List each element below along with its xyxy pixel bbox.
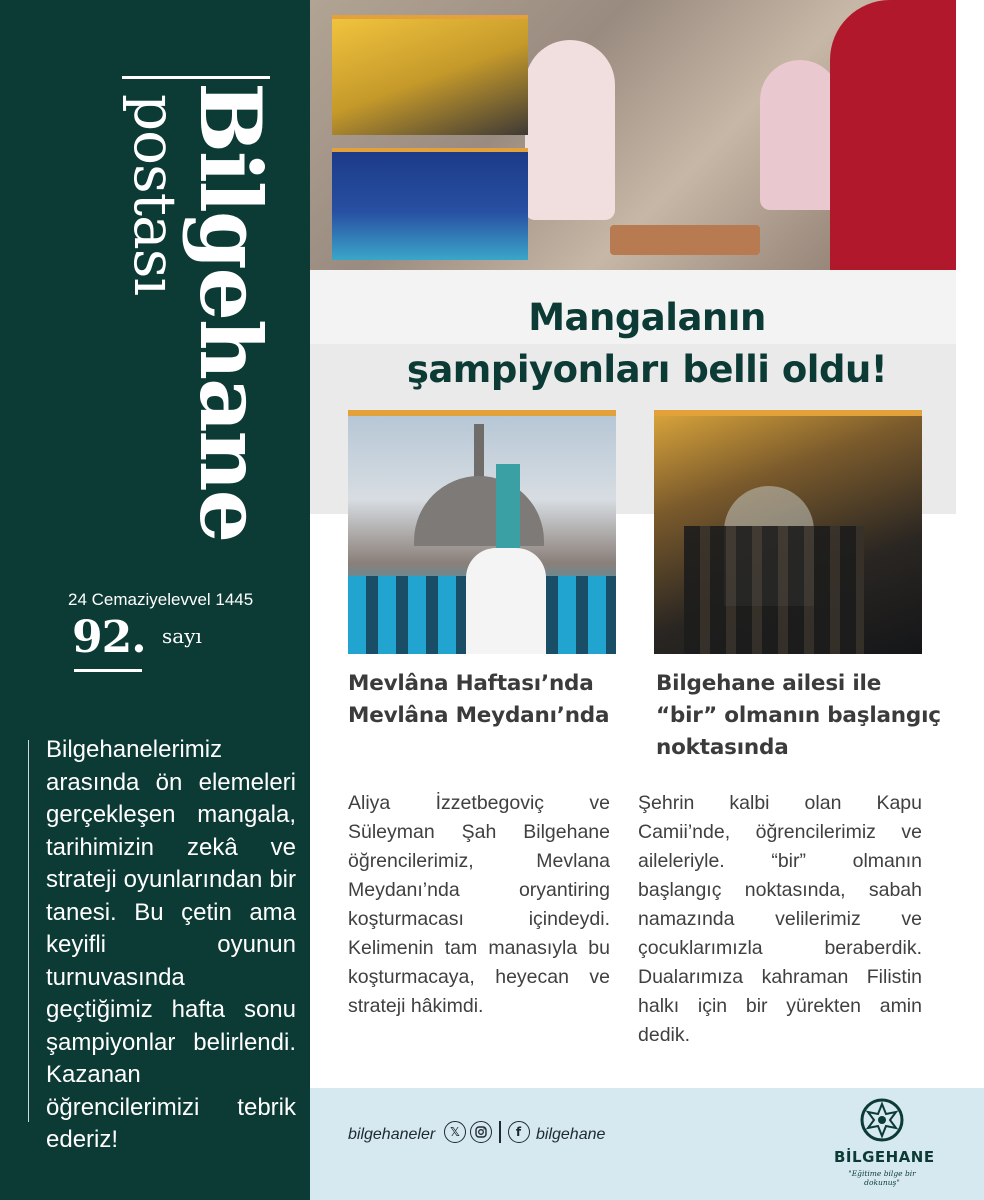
social-handle: bilgehaneler — [348, 1126, 436, 1143]
logo-name: BİLGEHANE — [834, 1148, 935, 1166]
article-photo-mosque — [654, 410, 922, 654]
masthead-subtitle: postası — [121, 94, 189, 296]
footer — [310, 1088, 984, 1200]
divider — [499, 1121, 501, 1143]
social-handle: bilgehane — [536, 1126, 606, 1143]
headline — [310, 292, 984, 396]
issue-number: 92. — [72, 612, 146, 663]
article-body: Aliya İzzetbegoviç ve Süleyman Şah Bilgehane öğrencilerimiz, Mevlana Meydanı’nda oryantiring koşturmacası içindeydi. Kelimenin tam manasıyla bu koşturmacaya, heyecan ve strateji hâkimdi. — [348, 792, 610, 1017]
headline-line-1: Mangalanın — [528, 296, 766, 339]
intro-text: Bilgehanelerimiz arasında ön elemeleri gerçekleşen mangala, tarihimizin zekâ ve strateji oyunlarından bir tanesi. Bu çetin ama keyifli oyunun turnuvasında geçtiğimiz hafta sonu şampiyonlar belirlendi. Kazanan öğrencilerimizi tebrik ederiz! — [46, 736, 296, 1153]
logo-mark-icon — [860, 1098, 904, 1142]
headline-line-2: şampiyonları belli oldu! — [406, 348, 888, 391]
masthead-title: Bilgehane — [181, 82, 280, 542]
mangala-board — [610, 225, 760, 255]
instagram-icon[interactable] — [470, 1121, 492, 1143]
main-content — [310, 0, 984, 1200]
sidebar — [0, 0, 310, 1200]
hero-inset-photo-winners — [332, 148, 528, 260]
masthead-rotated — [121, 82, 280, 542]
social-icons — [444, 1121, 530, 1143]
hero-photo — [310, 0, 956, 270]
issue-date: 24 Cemaziyelevvel 1445 — [68, 590, 254, 609]
x-icon[interactable]: 𝕏 — [444, 1121, 466, 1143]
article-title: Bilgehane ailesi ile “bir” olmanın başlangıç noktasında — [656, 671, 941, 760]
article-photo-mevlana — [348, 410, 616, 654]
article-body: Şehrin kalbi olan Kapu Camii’nde, öğrencilerimiz ve aileleriyle. “bir” olmanın başlangıç noktasında, sabah namazında velilerimiz ve çocuklarımızla beraberdik. Dualarımıza kahraman Filistin halkı için bir yürekten amin dedik. — [638, 792, 922, 1046]
issue-number-underline — [74, 669, 142, 672]
masthead — [120, 82, 280, 572]
facebook-icon[interactable]: f — [508, 1121, 530, 1143]
issue-label: sayı — [162, 624, 202, 648]
masthead-rule — [122, 76, 270, 79]
hero-inset-photo-players — [332, 15, 528, 135]
intro-rule — [28, 740, 29, 1122]
bilgehane-logo — [834, 1098, 935, 1188]
logo-tagline: "Eğitime bilge bir dokunuş" — [848, 1169, 916, 1187]
article-title: Mevlâna Haftası’nda Mevlâna Meydanı’nda — [348, 671, 610, 728]
